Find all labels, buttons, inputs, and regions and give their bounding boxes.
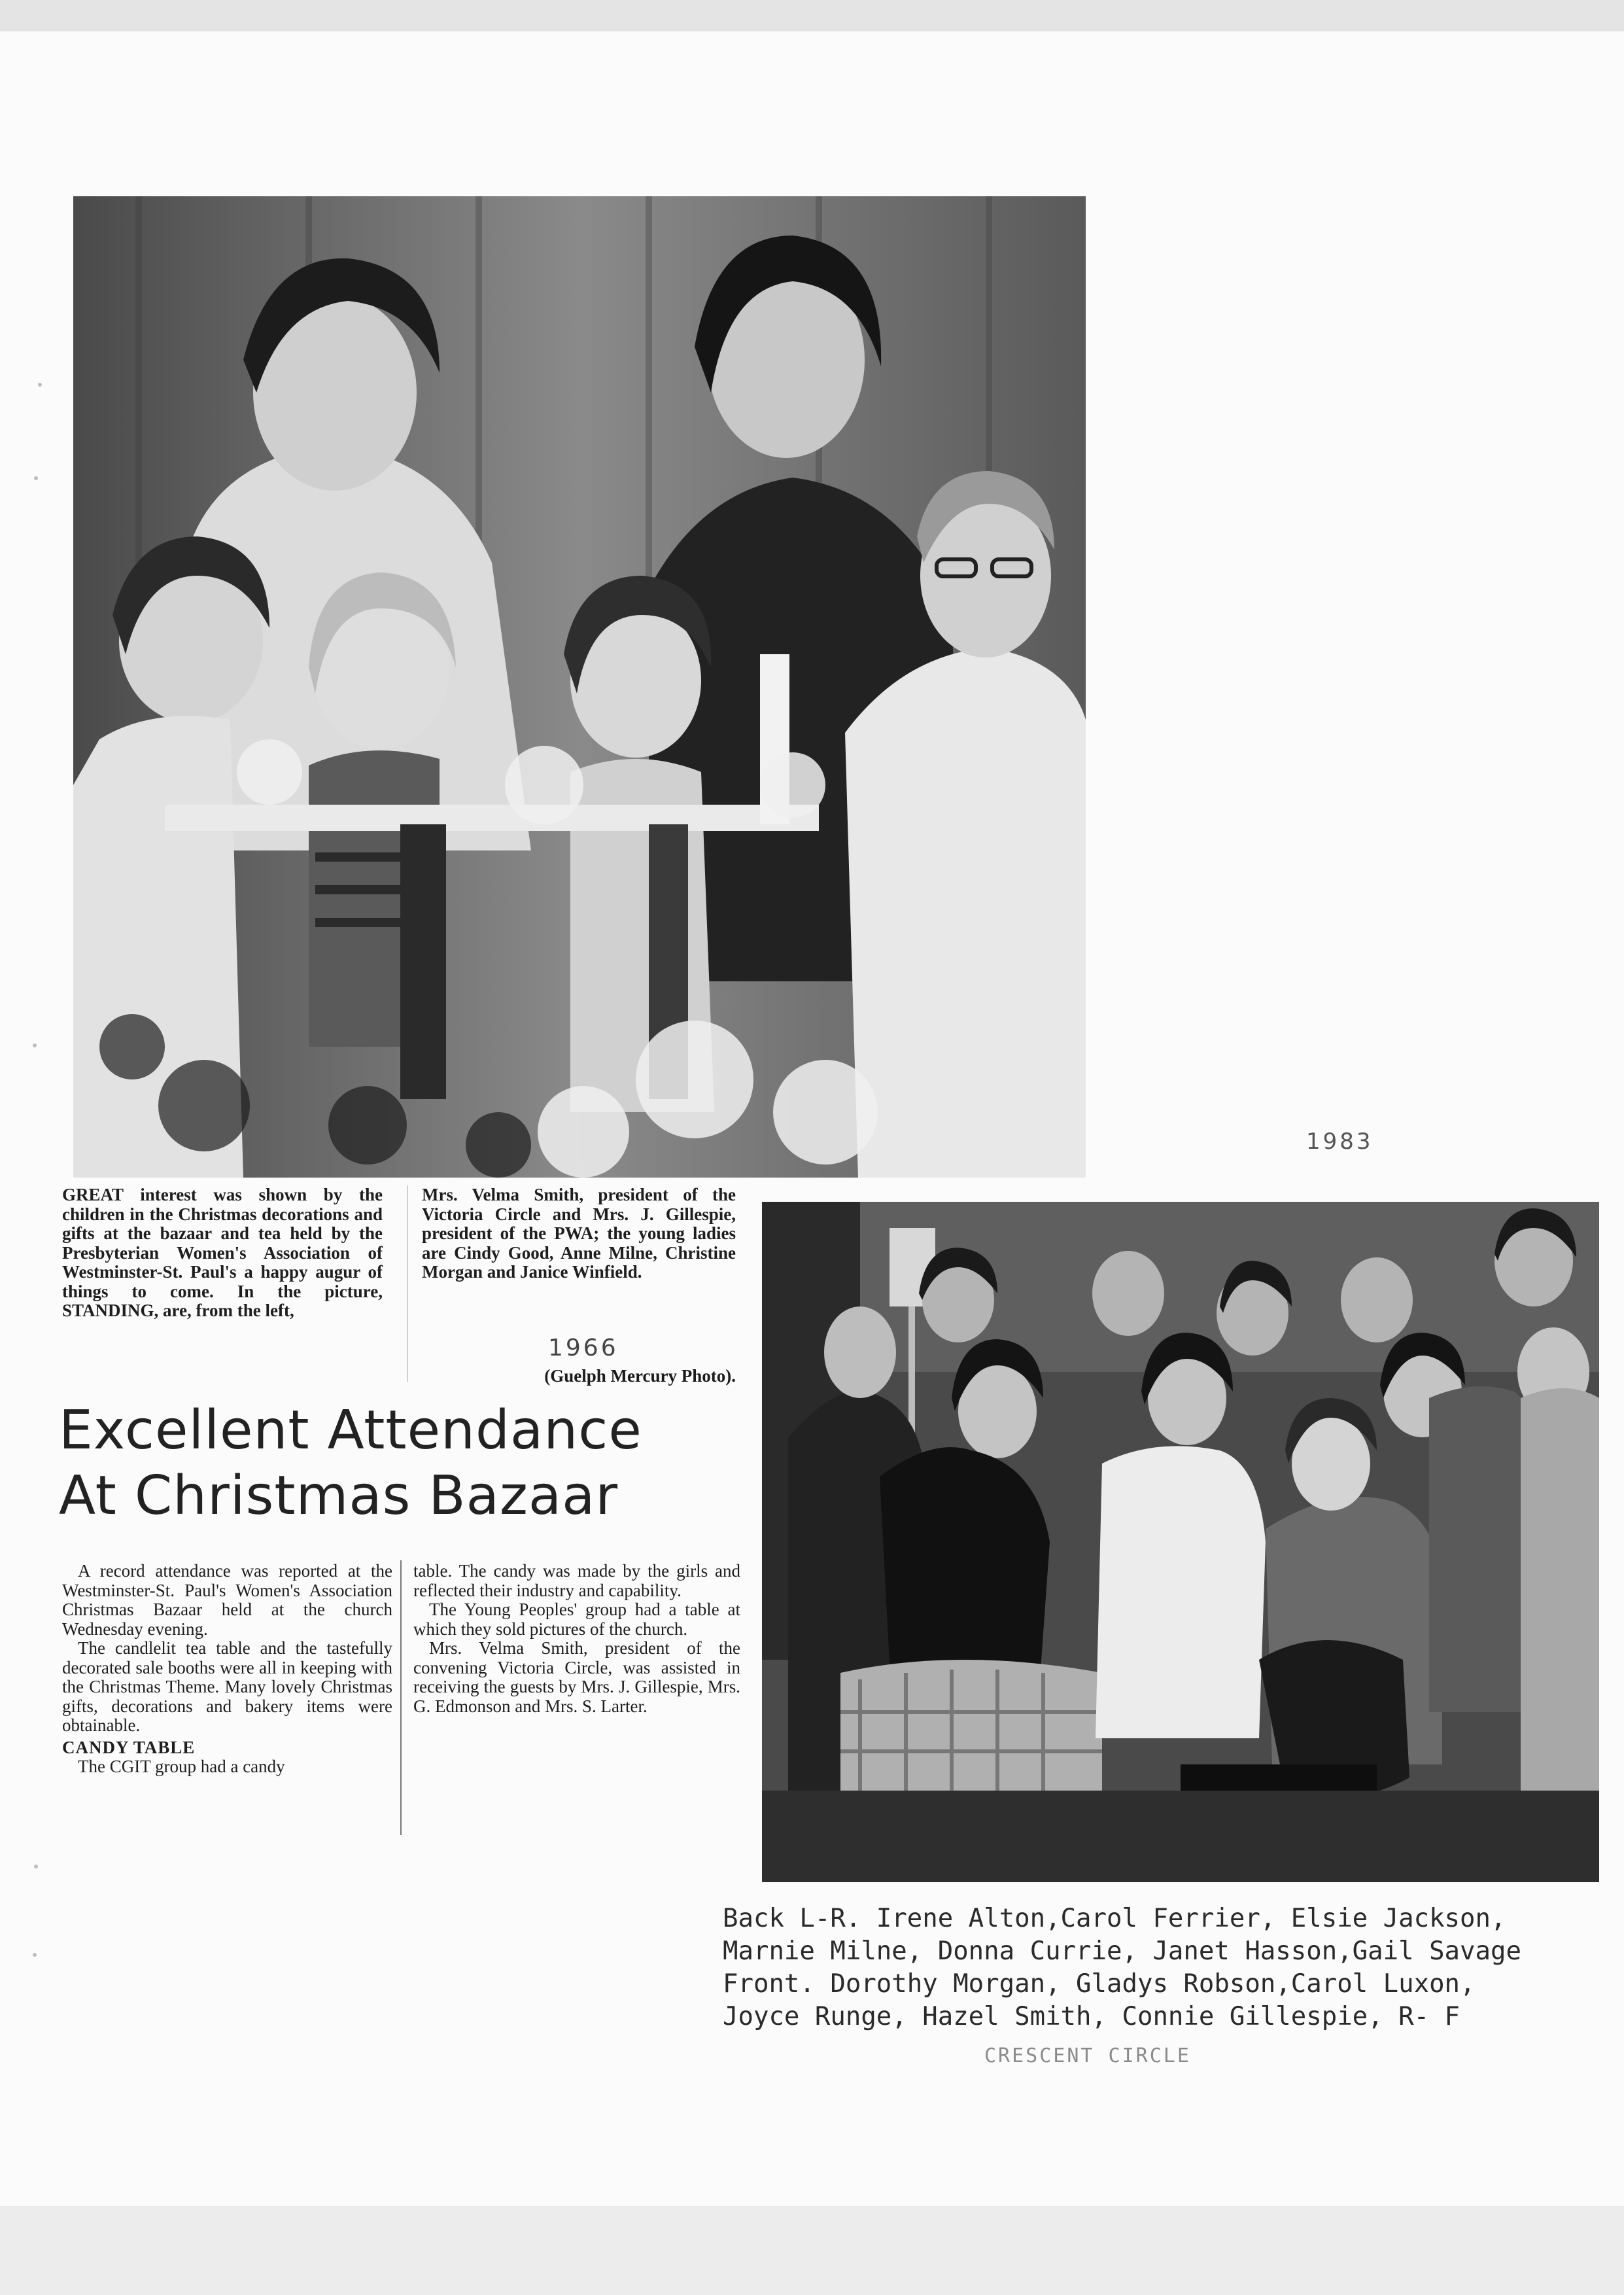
article-column-right [413, 1562, 740, 1716]
typed-caption [723, 1902, 1612, 2033]
typed-caption-line: Joyce Runge, Hazel Smith, Connie Gillespie, R- F [723, 2002, 1460, 2031]
scan-speck [34, 476, 38, 480]
headline-line-2: At Christmas Bazaar [59, 1465, 619, 1527]
article-paragraph: Mrs. Velma Smith, president of the convening Victoria Circle, was assisted in receiving the guests by Mrs. J. Gillespie, Mrs. G. Edmonson and Mrs. S. Larter. [413, 1638, 740, 1716]
scan-speck [33, 1953, 37, 1957]
typed-caption-line: Back L-R. Irene Alton,Carol Ferrier, Elsie Jackson, [723, 1904, 1506, 1933]
article-paragraph: table. The candy was made by the girls and reflected their industry and capability. [413, 1561, 740, 1600]
column-divider [400, 1560, 402, 1835]
typed-caption-line: Marnie Milne, Donna Currie, Janet Hasson,Gail Savage [723, 1936, 1521, 1966]
article-subhead: CANDY TABLE [62, 1737, 196, 1757]
crescent-circle-label: CRESCENT CIRCLE [984, 2044, 1191, 2067]
scan-speck [38, 383, 42, 387]
bazaar-group-photo [73, 196, 1086, 1178]
scan-speck [33, 1043, 37, 1047]
photo-caption-right: Mrs. Velma Smith, president of the Victoria Circle and Mrs. J. Gillespie, president of the PWA; the young ladies are Cindy Good, Anne Milne, Christine Morgan and Janice Winfield. [422, 1185, 736, 1282]
article-column-left [62, 1562, 392, 1777]
article-paragraph: The CGIT group had a candy [78, 1757, 285, 1776]
article-paragraph: A record attendance was reported at the Westminster-St. Paul's Women's Association Christmas Bazaar held at the church Wednesday evening. [62, 1561, 392, 1639]
crescent-circle-group-photo [762, 1202, 1599, 1882]
headline-line-1: Excellent Attendance [59, 1399, 642, 1462]
photo-caption-left: GREAT interest was shown by the children in the Christmas decorations and gifts at the bazaar and tea held by the Presbyterian Women's Association of Westminster-St. Paul's a happy augur of things to come. In the picture, STANDING, are, from the left, [62, 1185, 383, 1320]
handwritten-year-1966: 1966 [548, 1335, 619, 1361]
scan-speck [34, 1865, 38, 1868]
typed-caption-line: Front. Dorothy Morgan, Gladys Robson,Carol Luxon, [723, 1969, 1476, 1999]
article-paragraph: The candlelit tea table and the tastefully decorated sale booths were all in keeping with the Christmas Theme. Many lovely Christmas gifts, decorations and bakery items were obtainable. [62, 1638, 392, 1735]
article-paragraph: The Young Peoples' group had a table at which they sold pictures of the church. [413, 1600, 740, 1639]
handwritten-year-1983: 1983 [1306, 1129, 1373, 1155]
scan-top-border [0, 0, 1624, 31]
scan-bottom-border [0, 2206, 1624, 2295]
photo-credit: (Guelph Mercury Photo). [544, 1366, 736, 1386]
